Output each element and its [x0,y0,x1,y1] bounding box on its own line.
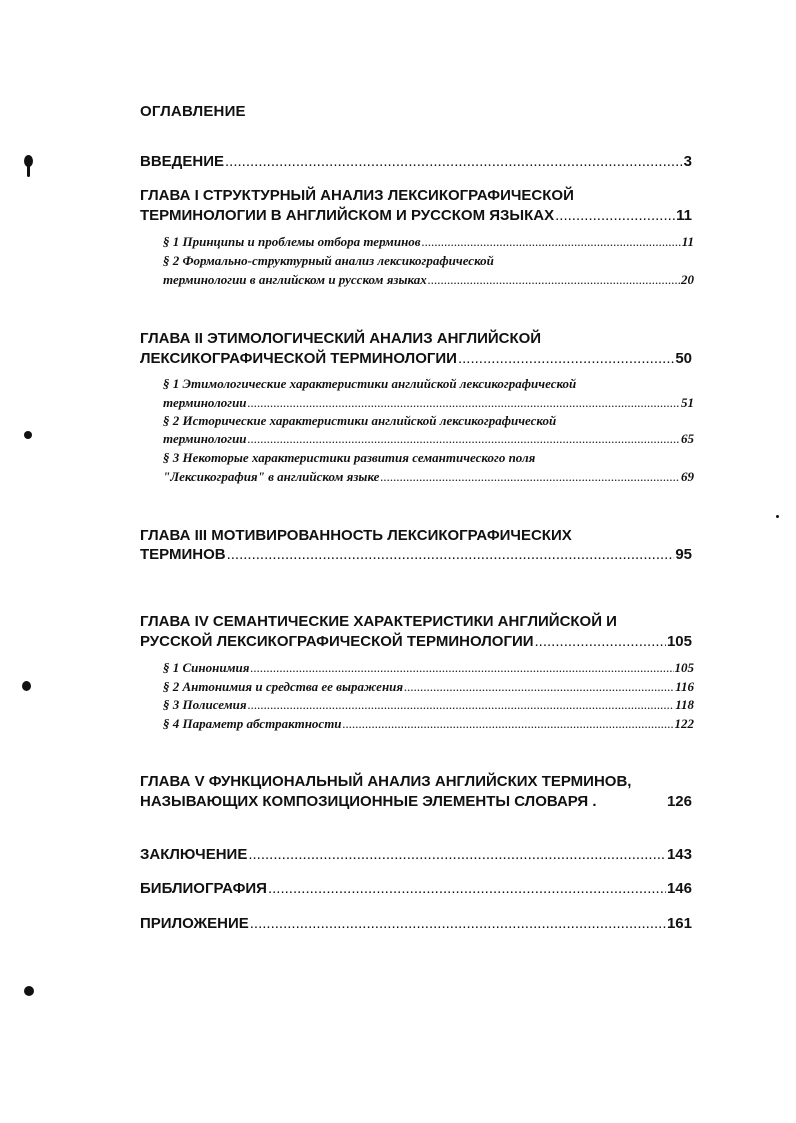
toc-section-2-1[interactable] [163,395,694,411]
dot-leader [225,153,683,170]
toc-entry-intro[interactable] [140,153,692,170]
page-number: 116 [675,679,694,694]
dot-leader [555,207,675,224]
section-2-2-title[interactable]: § 2 Исторические характеристики английской лексикографической [163,413,557,428]
scan-speck [24,431,32,439]
dot-leader [250,915,666,932]
page-number: 65 [681,431,694,446]
scan-speck [27,165,30,177]
scan-speck [776,515,779,518]
entry-label: РУССКОЙ ЛЕКСИКОГРАФИЧЕСКОЙ ТЕРМИНОЛОГИИ [140,633,534,650]
dot-leader [404,679,674,695]
toc-section-4-4[interactable] [163,716,694,732]
toc-entry-chapter-5[interactable] [140,793,692,810]
scan-speck [24,986,34,996]
dot-leader [248,846,666,863]
page-title: ОГЛАВЛЕНИЕ [140,103,246,120]
toc-entry-chapter-1[interactable] [140,207,692,224]
dot-leader [248,697,675,713]
toc-section-1-1[interactable] [163,234,694,250]
page-number: 11 [676,207,692,224]
entry-label: БИБЛИОГРАФИЯ [140,880,267,897]
dot-leader [422,234,681,250]
entry-label: терминологии [163,395,247,410]
entry-label: терминологии в английском и русском языках [163,272,427,287]
toc-section-1-2[interactable] [163,272,694,288]
entry-label: НАЗЫВАЮЩИХ КОМПОЗИЦИОННЫЕ ЭЛЕМЕНТЫ СЛОВАРЯ . [140,793,597,810]
entry-label: § 4 Параметр абстрактности [163,716,342,731]
toc-entry-chapter-2[interactable] [140,350,692,367]
entry-label: ПРИЛОЖЕНИЕ [140,915,249,932]
page-number: 50 [675,350,692,367]
toc-entry-conclusion[interactable] [140,846,692,863]
dot-leader [380,469,680,485]
page-number: 95 [675,546,692,563]
chapter-1-title[interactable]: ГЛАВА I СТРУКТУРНЫЙ АНАЛИЗ ЛЕКСИКОГРАФИЧЕСКОЙ [140,187,574,204]
chapter-5-title[interactable]: ГЛАВА V ФУНКЦИОНАЛЬНЫЙ АНАЛИЗ АНГЛИЙСКИХ ТЕРМИНОВ, [140,773,632,790]
toc-section-4-3[interactable] [163,697,694,713]
page-number: 126 [666,793,692,810]
chapter-4-title[interactable]: ГЛАВА IV СЕМАНТИЧЕСКИЕ ХАРАКТЕРИСТИКИ АНГЛИЙСКОЙ И [140,613,617,630]
page-number: 143 [666,846,692,863]
toc-entry-chapter-4[interactable] [140,633,692,650]
chapter-2-title[interactable]: ГЛАВА II ЭТИМОЛОГИЧЕСКИЙ АНАЛИЗ АНГЛИЙСКОЙ [140,330,542,347]
page-number: 105 [666,633,692,650]
page-number: 11 [681,234,694,249]
toc-entry-appendix[interactable] [140,915,692,932]
page-number: 161 [666,915,692,932]
dot-leader [248,395,680,411]
dot-leader [343,716,674,732]
toc-section-4-1[interactable] [163,660,694,676]
section-2-1-title[interactable]: § 1 Этимологические характеристики английской лексикографической [163,376,577,391]
page-number: 69 [681,469,694,484]
entry-label: ЛЕКСИКОГРАФИЧЕСКОЙ ТЕРМИНОЛОГИИ [140,350,457,367]
page-number: 3 [683,153,692,170]
dot-leader [458,350,674,367]
entry-label: § 3 Полисемия [163,697,247,712]
section-1-2-title[interactable]: § 2 Формально-структурный анализ лексикографической [163,253,494,268]
page-number: 105 [674,660,694,675]
entry-label: § 1 Принципы и проблемы отбора терминов [163,234,421,249]
dot-leader [248,431,680,447]
scan-speck [22,681,31,691]
entry-label: ЗАКЛЮЧЕНИЕ [140,846,248,863]
toc-section-2-2[interactable] [163,431,694,447]
dot-leader [428,272,680,288]
dot-leader [535,633,666,650]
entry-label: ВВЕДЕНИЕ [140,153,224,170]
page-number: 122 [674,716,694,731]
entry-label: "Лексикография" в английском языке [163,469,380,484]
entry-label: терминологии [163,431,247,446]
page-number: 51 [681,395,694,410]
section-2-3-title[interactable]: § 3 Некоторые характеристики развития семантического поля [163,450,536,465]
entry-label: ТЕРМИНОЛОГИИ В АНГЛИЙСКОМ И РУССКОМ ЯЗЫКАХ [140,207,555,224]
toc-section-4-2[interactable] [163,679,694,695]
chapter-3-title[interactable]: ГЛАВА III МОТИВИРОВАННОСТЬ ЛЕКСИКОГРАФИЧЕСКИХ [140,527,572,544]
entry-label: ТЕРМИНОВ [140,546,226,563]
dot-leader [250,660,673,676]
toc-entry-bibliography[interactable] [140,880,692,897]
dot-leader [227,546,675,563]
toc-entry-chapter-3[interactable] [140,546,692,563]
page-number: 20 [681,272,694,287]
dot-leader [268,880,666,897]
entry-label: § 2 Антонимия и средства ее выражения [163,679,404,694]
entry-label: § 1 Синонимия [163,660,250,675]
page-number: 118 [675,697,694,712]
toc-section-2-3[interactable] [163,469,694,485]
page-number: 146 [666,880,692,897]
